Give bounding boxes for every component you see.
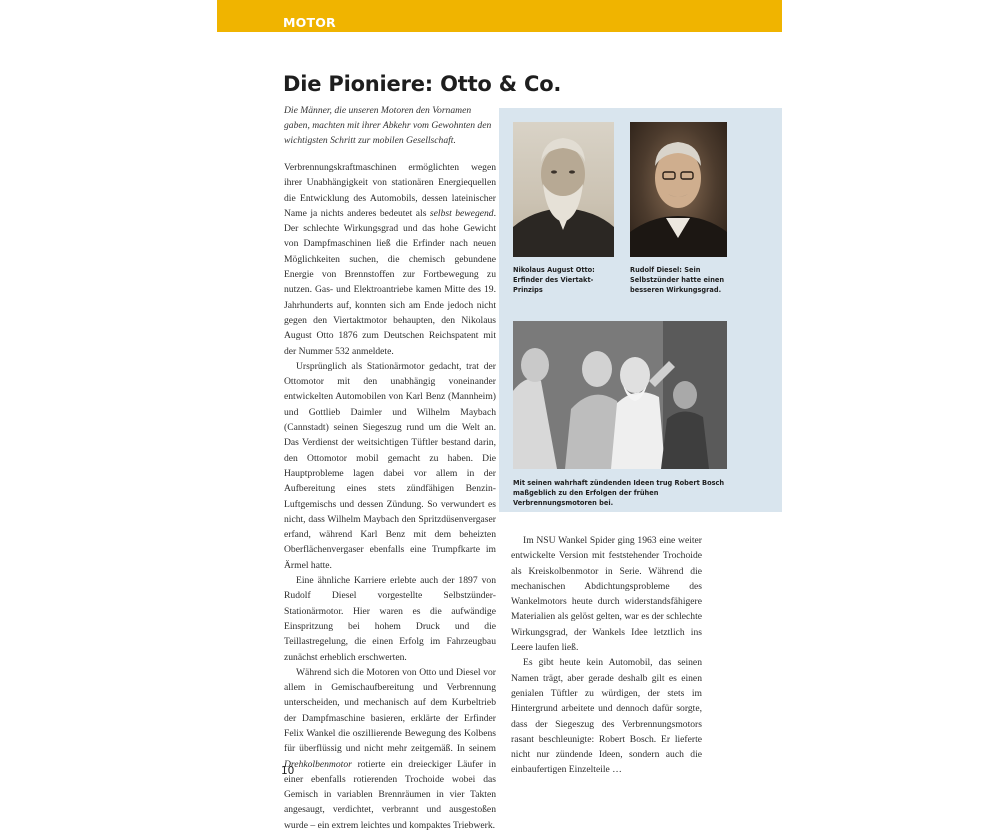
- otto-portrait-photo: [513, 122, 614, 257]
- left-text-column: [284, 160, 496, 833]
- paragraph: Ursprünglich als Stationärmotor gedacht, trat der Ottomotor mit den unabhängig voneinander entwickelten Automobilen von Karl Benz (Mannheim) und Gottlieb Daimler und Wilhelm Maybach (Cannstadt) seinen Siegeszug rund um die Welt an. Das Verdienst der weitsichtigen Tüftler bestand darin, den Ottomotor mobil gemacht zu haben. Die Hauptprobleme lagen dabei vor allem in der Aufbereitung eines stets zündfähigen Benzin-Luftgemischs und dessen Zündung. So verwundert es nicht, dass Wilhelm Maybach den Spritzdüsenvergaser erfand, während Karl Benz mit dem beheizten Oberflächenvergaser ebenfalls eine Trumpfkarte im Ärmel hatte.: [284, 360, 496, 571]
- section-label: MOTOR: [283, 15, 336, 30]
- paragraph: Während sich die Motoren von Otto und Diesel vor allem in Gemischaufbereitung und Verbrennung unterscheiden, und mechanisch auf dem Kurbeltrieb der Dampfmaschine basieren, erklärte der Erfinder Felix Wankel die oszillierende Bewegung des Kolbens für überflüssig und nicht mehr zeitgemäß. In seinem Drehkolbenmotor rotierte ein dreieckiger Läufer in einer ebenfalls rotierenden Trochoide wobei das Gemisch in variablen Brennräumen in vier Takten angesaugt, verdichtet, verbrannt und ausgestoßen wurde – ein extrem leichtes und kompaktes Triebwerk.: [284, 666, 496, 831]
- page-number: 10: [281, 765, 295, 777]
- article-lead: Die Männer, die unseren Motoren den Vornamen gaben, machten mit ihrer Abkehr vom Gewohnten den wichtigsten Schritt zur mobilen Gesellschaft.: [284, 105, 492, 146]
- article-title: Die Pioniere: Otto & Co.: [283, 72, 562, 96]
- otto-caption: Nikolaus August Otto: Erfinder des Viertakt-Prinzips: [513, 266, 595, 294]
- diesel-portrait-photo: [630, 122, 727, 257]
- diesel-caption: Rudolf Diesel: Sein Selbstzünder hatte einen besseren Wirkungsgrad.: [630, 266, 725, 294]
- paragraph: Verbrennungskraftmaschinen ermöglichten wegen ihrer Unabhängigkeit von stationären Energiequellen die Entwicklung des Automobils, dessen lateinischer Name ja nichts anderes bedeutet als selbst bewegend. Der schlechte Wirkungsgrad und das hohe Gewicht von Dampfmaschinen ließ die Erfinder nach neuen Möglichkeiten suchen, die chemisch gebundene Energie von Brennstoffen zur Fortbewegung zu nutzen. Gas- und Elektroantriebe kamen Mitte des 19. Jahrhunderts auf, konnten sich am Ende jedoch nicht gegen den Viertaktmotor behaupten, den Nikolaus August Otto 1876 zum Deutschen Reichspatent mit der Nummer 532 anmeldete.: [284, 162, 496, 357]
- paragraph: Im NSU Wankel Spider ging 1963 eine weiter entwickelte Version mit feststehender Trochoide als Kreiskolbenmotor in Serie. Während die mechanischen Abdichtungsprobleme des Wankelmotors heute durch widerstandsfähigere Materialien als gelöst gelten, war es der schlechte Wirkungsgrad, der Wankels Idee letztlich ins Leere laufen ließ.: [511, 535, 702, 654]
- paragraph: Eine ähnliche Karriere erlebte auch der 1897 von Rudolf Diesel vorgestellte Selbstzünder-Stationärmotor. Hier waren es die aufwändige Einspritzung bei hohem Druck und die Teillastregelung, die einen Erfolg im Fahrzeugbau zunächst erheblich erschwerten.: [284, 575, 496, 663]
- paragraph: Es gibt heute kein Automobil, das seinen Namen trägt, aber gerade deshalb gilt es einen genialen Tüftler zu würdigen, der stets im Hintergrund arbeitete und dennoch dafür sorgte, dass der Siegeszug des Verbrennungsmotors rasant beschleunigte: Robert Bosch. Er lieferte nicht nur zündende Ideen, sondern auch die einbaufertigen Einzelteile …: [511, 657, 702, 776]
- magazine-page: [217, 0, 782, 831]
- right-text-column: [511, 533, 702, 778]
- bosch-group-photo: [513, 321, 727, 469]
- bosch-photo-caption: Mit seinen wahrhaft zündenden Ideen trug Robert Bosch maßgeblich zu den Erfolgen der frühen Verbrennungsmotoren bei.: [513, 479, 725, 507]
